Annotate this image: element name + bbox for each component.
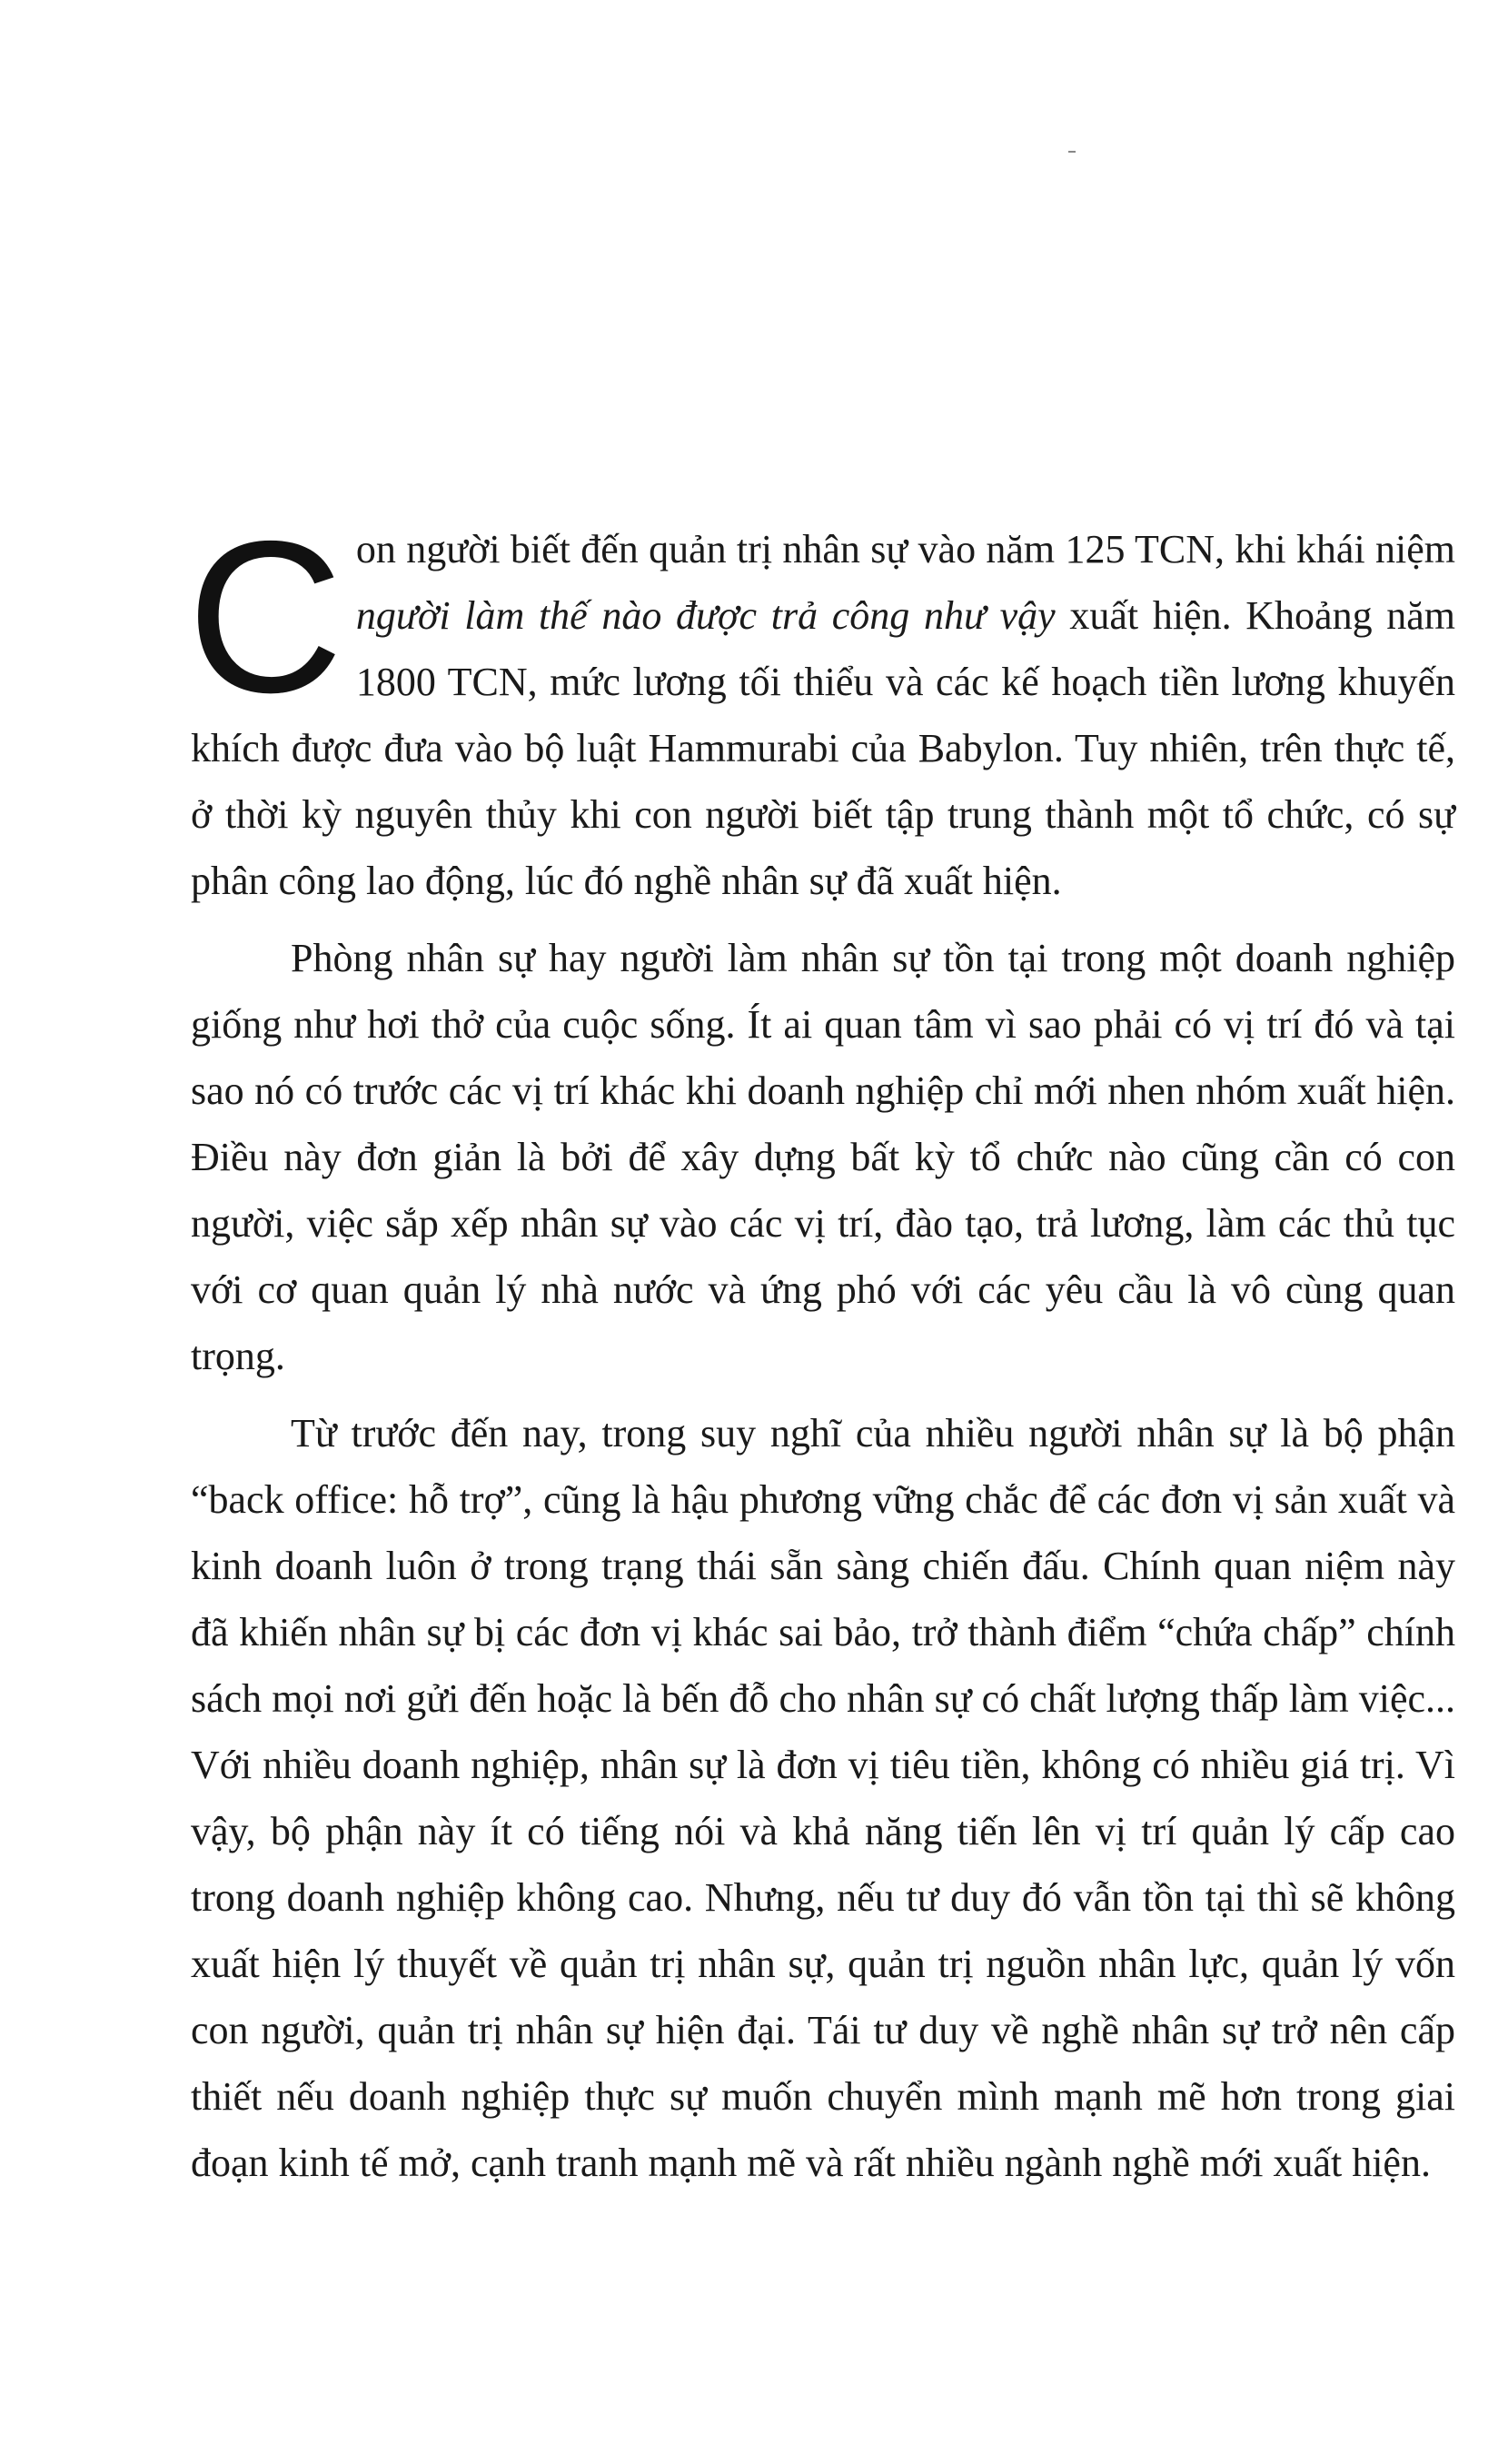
paragraph-1-text-b: xuất hiện. Khoảng năm 1800 TCN, mức lương tối thiểu và các kế hoạch tiền lương khuyến khích được đưa vào bộ luật Hammurabi của Babylon. Tuy nhiên, trên thực tế, ở thời kỳ nguyên thủy khi con người biết tập trung thành một tổ chức, có sự phân công lao động, lúc đó nghề nhân sự đã xuất hiện.	[191, 593, 1455, 903]
page-mark	[1068, 151, 1076, 153]
drop-cap: C	[187, 497, 343, 738]
paragraph-2: Phòng nhân sự hay người làm nhân sự tồn tại trong một doanh nghiệp giống như hơi thở của cuộc sống. Ít ai quan tâm vì sao phải có vị trí đó và tại sao nó có trước các vị trí khác khi doanh nghiệp chỉ mới nhen nhóm xuất hiện. Điều này đơn giản là bởi để xây dựng bất kỳ tổ chức nào cũng cần có con người, việc sắp xếp nhân sự vào các vị trí, đào tạo, trả lương, làm các thủ tục với cơ quan quản lý nhà nước và ứng phó với các yêu cầu là vô cùng quan trọng.	[191, 936, 1455, 1378]
paragraph-3: Từ trước đến nay, trong suy nghĩ của nhiều người nhân sự là bộ phận “back office: hỗ trợ”, cũng là hậu phương vững chắc để các đơn vị sản xuất và kinh doanh luôn ở trong trạng thái sẵn sàng chiến đấu. Chính quan niệm này đã khiến nhân sự bị các đơn vị khác sai bảo, trở thành điểm “chứa chấp” chính sách mọi nơi gửi đến hoặc là bến đỗ cho nhân sự có chất lượng thấp làm việc... Với nhiều doanh nghiệp, nhân sự là đơn vị tiêu tiền, không có nhiều giá trị. Vì vậy, bộ phận này ít có tiếng nói và khả năng tiến lên vị trí quản lý cấp cao trong doanh nghiệp không cao. Nhưng, nếu tư duy đó vẫn tồn tại thì sẽ không xuất hiện lý thuyết về quản trị nhân sự, quản trị nguồn nhân lực, quản lý vốn con người, quản trị nhân sự hiện đại. Tái tư duy về nghề nhân sự trở nên cấp thiết nếu doanh nghiệp thực sự muốn chuyển mình mạnh mẽ hơn trong giai đoạn kinh tế mở, cạnh tranh mạnh mẽ và rất nhiều ngành nghề mới xuất hiện.	[191, 1411, 1455, 2185]
paragraph-1-italic: người làm thế nào được trả công như vậy	[355, 593, 1056, 638]
body-text	[187, 497, 1455, 2207]
paragraph-1-text-a: on người biết đến quản trị nhân sự vào năm 125 TCN, khi khái niệm	[355, 527, 1455, 571]
paragraph-1	[187, 497, 1455, 914]
